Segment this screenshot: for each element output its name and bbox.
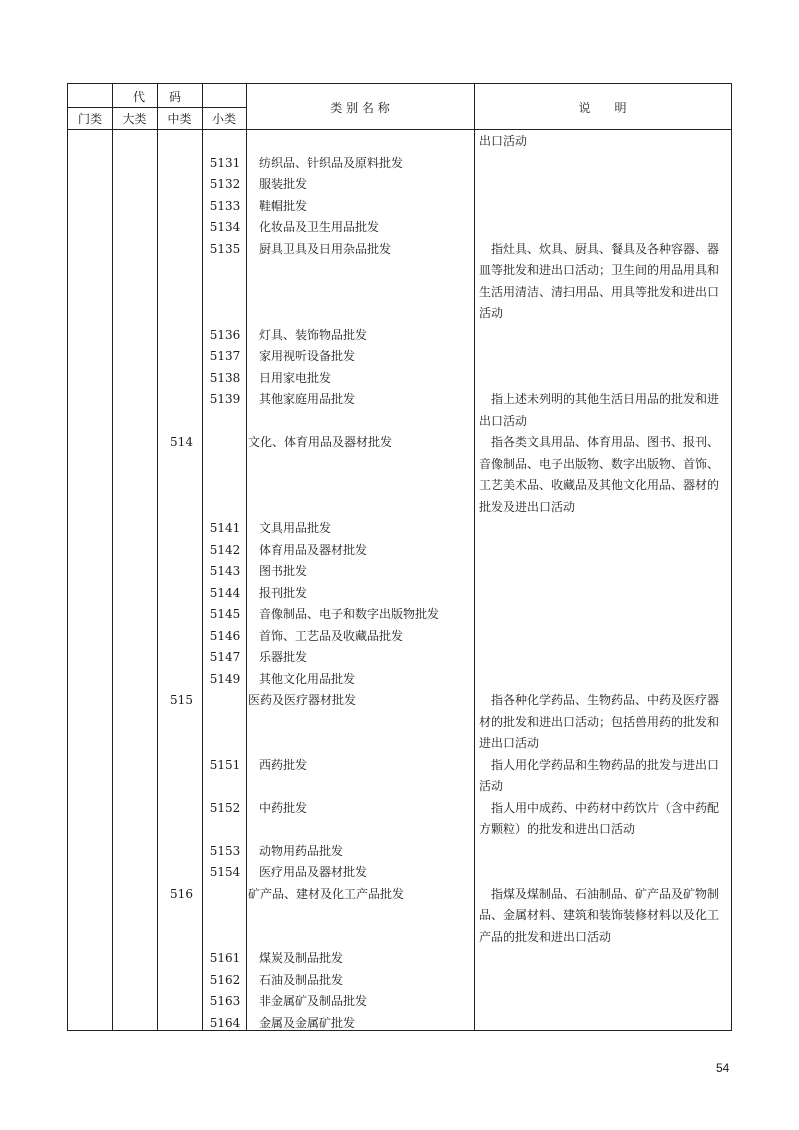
category-name: 文具用品批发 (259, 521, 332, 535)
category-name: 中药批发 (259, 800, 308, 815)
table-row (68, 798, 731, 841)
table-row (68, 217, 731, 239)
middle-class-code: 515 (170, 693, 193, 707)
table-row (68, 948, 731, 970)
description (479, 432, 727, 518)
table-row (68, 626, 731, 648)
small-class-code: 5143 (209, 564, 241, 578)
small-class-code: 5154 (209, 865, 241, 879)
header-description: 说 明 (578, 101, 627, 115)
category-name: 金属及金属矿批发 (259, 1015, 356, 1030)
description-line: 指人用中成药、中药材中药饮片（含中药配 (479, 800, 720, 815)
table-row (68, 561, 731, 583)
description-line: 品、金属材料、建筑和装饰装修材料以及化工 (479, 908, 720, 922)
table-row (68, 518, 731, 540)
small-class-code: 5142 (209, 542, 241, 557)
table-row (68, 432, 731, 518)
table-row (68, 755, 731, 798)
small-class-code: 5147 (209, 650, 241, 664)
category-name: 首饰、工艺品及收藏品批发 (259, 628, 404, 643)
description-line: 出口活动 (479, 134, 528, 148)
description-line: 活动 (479, 779, 504, 793)
small-class-code: 5146 (209, 628, 241, 643)
description (479, 690, 727, 755)
small-class-code: 5141 (209, 521, 241, 535)
category-name: 日用家电批发 (259, 370, 332, 385)
table-row (68, 196, 731, 218)
header-major-class: 大类 (122, 112, 147, 126)
table-row (68, 862, 731, 884)
table-row (68, 669, 731, 691)
category-name: 西药批发 (259, 757, 308, 772)
description-line: 工艺美术品、收藏品及其他文化用品、器材的 (479, 478, 720, 492)
small-class-code: 5149 (209, 671, 241, 686)
description-line: 进出口活动 (479, 736, 540, 750)
small-class-code: 5139 (209, 392, 241, 406)
table-row (68, 153, 731, 175)
small-class-code: 5137 (209, 349, 241, 363)
category-name: 矿产品、建材及化工产品批发 (248, 886, 405, 901)
description-line: 指人用化学药品和生物药品的批发与进出口 (479, 757, 720, 772)
table-body (68, 131, 731, 1034)
category-name: 动物用药品批发 (259, 843, 344, 858)
description-line: 指煤及煤制品、石油制品、矿产品及矿物制 (479, 886, 720, 901)
description (479, 755, 727, 798)
category-name: 其他文化用品批发 (259, 671, 356, 686)
small-class-code: 5164 (209, 1015, 241, 1030)
description-line: 方颗粒）的批发和进出口活动 (479, 822, 636, 836)
table-row (68, 604, 731, 626)
description (479, 798, 727, 841)
description-line: 批发及进出口活动 (479, 499, 576, 514)
category-name: 体育用品及器材批发 (259, 542, 368, 557)
category-name: 化妆品及卫生用品批发 (259, 220, 380, 234)
table-row (68, 389, 731, 432)
table-row (68, 970, 731, 992)
small-class-code: 5133 (209, 198, 241, 213)
category-name: 报刊批发 (259, 585, 308, 600)
table-row (68, 991, 731, 1013)
table-row (68, 884, 731, 949)
header-door-class: 门类 (77, 112, 102, 126)
header-bottom-line (68, 129, 731, 130)
description-line: 出口活动 (479, 413, 528, 428)
description-line: 材的批发和进出口活动；包括兽用药的批发和 (479, 714, 720, 729)
table-row (68, 346, 731, 368)
category-name: 灯具、装饰物品批发 (259, 327, 368, 342)
small-class-code: 5134 (209, 220, 241, 234)
small-class-code: 5132 (209, 177, 241, 191)
small-class-code: 5151 (209, 757, 241, 772)
category-name: 石油及制品批发 (259, 972, 344, 987)
category-name: 煤炭及制品批发 (259, 951, 344, 965)
description-line: 指各种化学药品、生物药品、中药及医疗器 (479, 693, 720, 707)
table-row (68, 368, 731, 390)
description-line: 活动 (479, 306, 504, 320)
small-class-code: 5163 (209, 994, 241, 1008)
middle-class-code: 514 (170, 435, 193, 449)
category-name: 服装批发 (259, 177, 308, 191)
middle-class-code: 516 (170, 886, 193, 901)
header-subdivider (68, 107, 246, 108)
category-name: 音像制品、电子和数字出版物批发 (259, 607, 440, 621)
page-number: 54 (716, 1061, 730, 1075)
category-name: 纺织品、针织品及原料批发 (259, 155, 404, 170)
table-row (68, 131, 731, 153)
header-category-name: 类 别 名 称 (330, 101, 390, 115)
description (479, 389, 727, 432)
small-class-code: 5152 (209, 800, 241, 815)
small-class-code: 5135 (209, 241, 241, 256)
category-name: 乐器批发 (259, 650, 308, 664)
table-row (68, 174, 731, 196)
table-row (68, 647, 731, 669)
small-class-code: 5161 (209, 951, 241, 965)
category-name: 医疗用品及器材批发 (259, 865, 368, 879)
header-small-class: 小类 (211, 112, 236, 126)
category-name: 医药及医疗器材批发 (248, 693, 357, 707)
header-code: 代 码 (132, 90, 181, 104)
table-row (68, 841, 731, 863)
description-line: 产品的批发和进出口活动 (479, 929, 612, 944)
description (479, 239, 727, 325)
small-class-code: 5138 (209, 370, 241, 385)
description-line: 生活用清洁、清扫用品、用具等批发和进出口 (479, 284, 720, 299)
small-class-code: 5153 (209, 843, 241, 858)
table-row (68, 239, 731, 325)
table-row (68, 690, 731, 755)
description-line: 指上述未列明的其他生活日用品的批发和进 (479, 392, 720, 406)
description-line: 皿等批发和进出口活动；卫生间的用品用具和 (479, 263, 720, 277)
small-class-code: 5144 (209, 585, 241, 600)
description-line: 音像制品、电子出版物、数字出版物、首饰、 (479, 456, 720, 471)
description-line: 指灶具、炊具、厨具、餐具及各种容器、器 (479, 241, 720, 256)
category-name: 厨具卫具及日用杂品批发 (259, 241, 392, 256)
small-class-code: 5136 (209, 327, 241, 342)
category-name: 鞋帽批发 (259, 198, 308, 213)
small-class-code: 5145 (209, 607, 241, 621)
small-class-code: 5131 (209, 155, 241, 170)
table-row (68, 540, 731, 562)
table-row (68, 1013, 731, 1035)
description (479, 884, 727, 949)
description-line: 指各类文具用品、体育用品、图书、报刊、 (479, 435, 720, 449)
description (479, 131, 727, 153)
category-name: 非金属矿及制品批发 (259, 994, 368, 1008)
header-middle-class: 中类 (167, 112, 192, 126)
category-name: 其他家庭用品批发 (259, 392, 356, 406)
table-row (68, 325, 731, 347)
table-row (68, 583, 731, 605)
small-class-code: 5162 (209, 972, 241, 987)
category-name: 图书批发 (259, 564, 308, 578)
category-name: 文化、体育用品及器材批发 (248, 435, 393, 449)
classification-table (67, 83, 732, 1031)
category-name: 家用视听设备批发 (259, 349, 356, 363)
